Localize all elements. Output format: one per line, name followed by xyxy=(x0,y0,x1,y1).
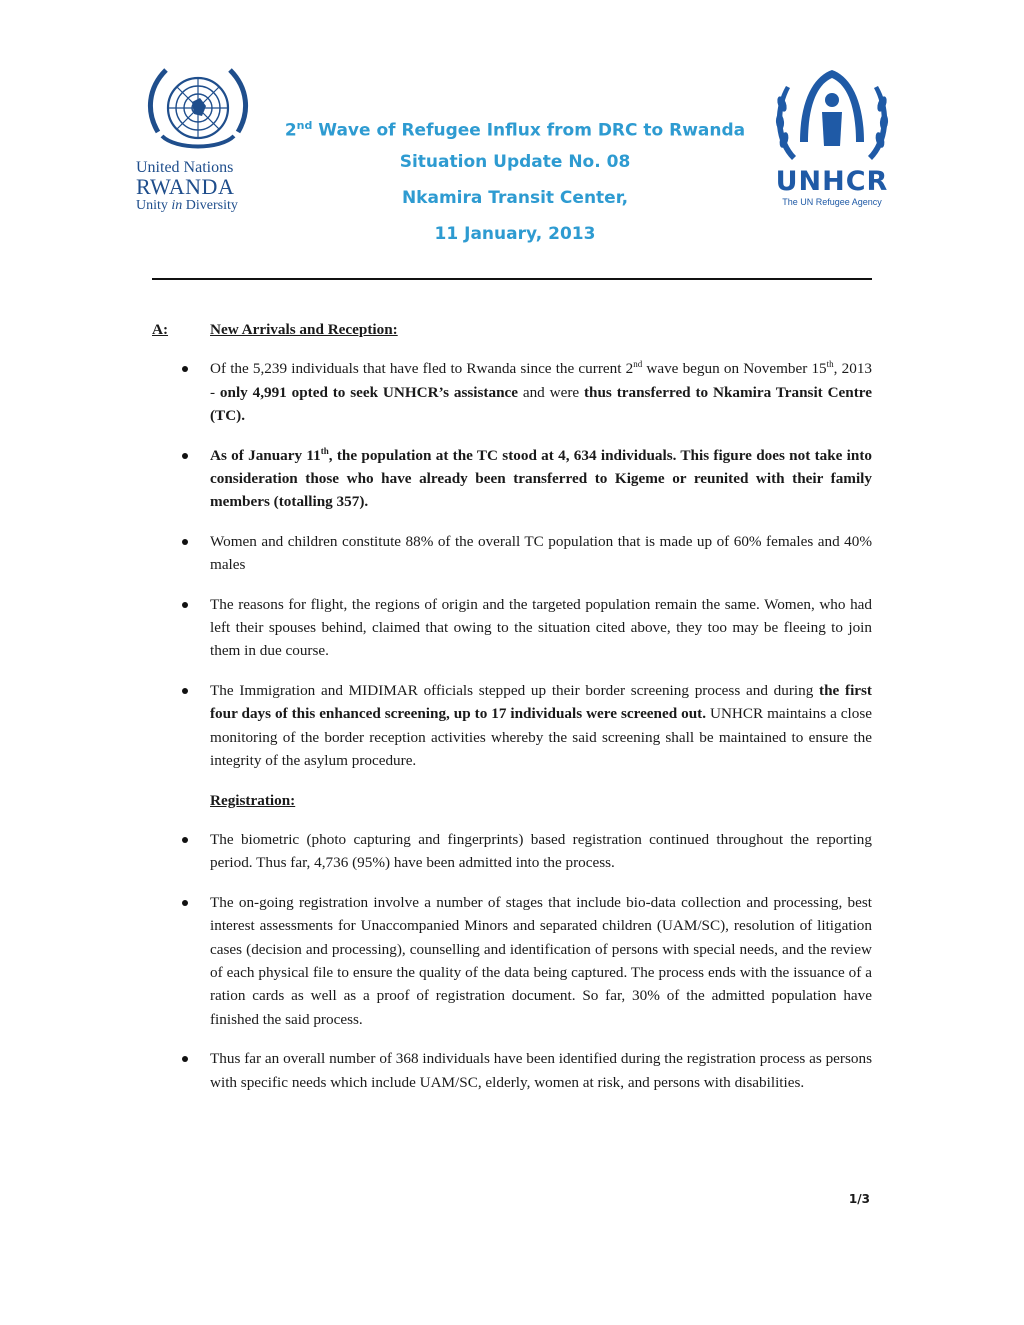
un-rwanda-logo xyxy=(128,62,268,222)
bullet-icon xyxy=(182,1056,188,1062)
registration-list xyxy=(152,828,872,1094)
title-line-3: Nkamira Transit Center, xyxy=(401,188,629,208)
registration-heading: Registration: xyxy=(210,791,296,809)
document-title xyxy=(280,108,750,252)
title-line-1: 2nd Wave of Refugee Influx from DRC to Rwanda xyxy=(284,119,746,141)
bullet-icon xyxy=(182,837,188,843)
list-item: Thus far an overall number of 368 individuals have been identified during the registration process as persons with specific needs which include UAM/SC, elderly, women at risk, and persons with disabilities. xyxy=(152,1047,872,1094)
section-a-heading xyxy=(152,318,872,341)
un-logo-line3: Unity in Diversity xyxy=(136,198,238,213)
un-emblem-icon xyxy=(136,62,260,158)
un-rwanda-wordmark xyxy=(128,160,268,214)
list-item: The biometric (photo capturing and fingerprints) based registration continued throughout the reporting period. Thus far, 4,736 (95%) have been admitted into the process. xyxy=(152,828,872,875)
bullet-icon xyxy=(182,688,188,694)
unhcr-tagline: The UN Refugee Agency xyxy=(782,197,882,207)
section-letter: A: xyxy=(152,321,169,338)
bullet-icon xyxy=(182,602,188,608)
unhcr-emblem-icon xyxy=(766,64,898,168)
bullet-icon xyxy=(182,366,188,372)
section-title: New Arrivals and Reception: xyxy=(210,321,398,338)
title-line-4: 11 January, 2013 xyxy=(434,224,596,244)
unhcr-wordmark: UNHCR xyxy=(775,166,889,197)
page-number: 1/3 xyxy=(848,1192,870,1206)
list-item: Women and children constitute 88% of the overall TC population that is made up of 60% females and 40% males xyxy=(152,530,872,577)
header-divider xyxy=(152,278,872,280)
list-item: Of the 5,239 individuals that have fled to Rwanda since the current 2nd wave begun on November 15th, 2013 - only 4,991 opted to seek UNHCR’s assistance and were thus transferred to Nkamira Transit Centre (TC). xyxy=(152,357,872,427)
list-item: As of January 11th, the population at the TC stood at 4, 634 individuals. This figure does not take into consideration those who have already been transferred to Kigeme or reunited with their family members (totalling 357). xyxy=(152,444,872,514)
un-logo-line2: RWANDA xyxy=(136,174,235,199)
list-item: The on-going registration involve a number of stages that include bio-data collection and processing, best interest assessments for Unaccompanied Minors and separated children (UAM/SC), resolution of litigation cases (decision and processing), counselling and identification of persons with special needs, and the review of each physical file to ensure the quality of the data being captured. The process ends with the issuance of a ration cards as well as a proof of registration document. So far, 30% of the admitted population have finished the said process. xyxy=(152,891,872,1031)
un-logo-line1: United Nations xyxy=(136,159,234,176)
bullet-icon xyxy=(182,539,188,545)
unhcr-logo xyxy=(766,64,898,214)
document-body xyxy=(152,318,872,1110)
list-item: The reasons for flight, the regions of origin and the targeted population remain the same. Women, who had left their spouses behind, claimed that owing to the situation cited above, they too may be fleeing to join them in due course. xyxy=(152,593,872,663)
bullet-icon xyxy=(182,900,188,906)
title-line-2: Situation Update No. 08 xyxy=(399,152,631,172)
bullet-icon xyxy=(182,453,188,459)
list-item: The Immigration and MIDIMAR officials stepped up their border screening process and during the first four days of this enhanced screening, up to 17 individuals were screened out. UNHCR maintains a close monitoring of the border reception activities whereby the said screening shall be maintained to ensure the integrity of the asylum procedure. xyxy=(152,679,872,773)
arrivals-list xyxy=(152,357,872,772)
